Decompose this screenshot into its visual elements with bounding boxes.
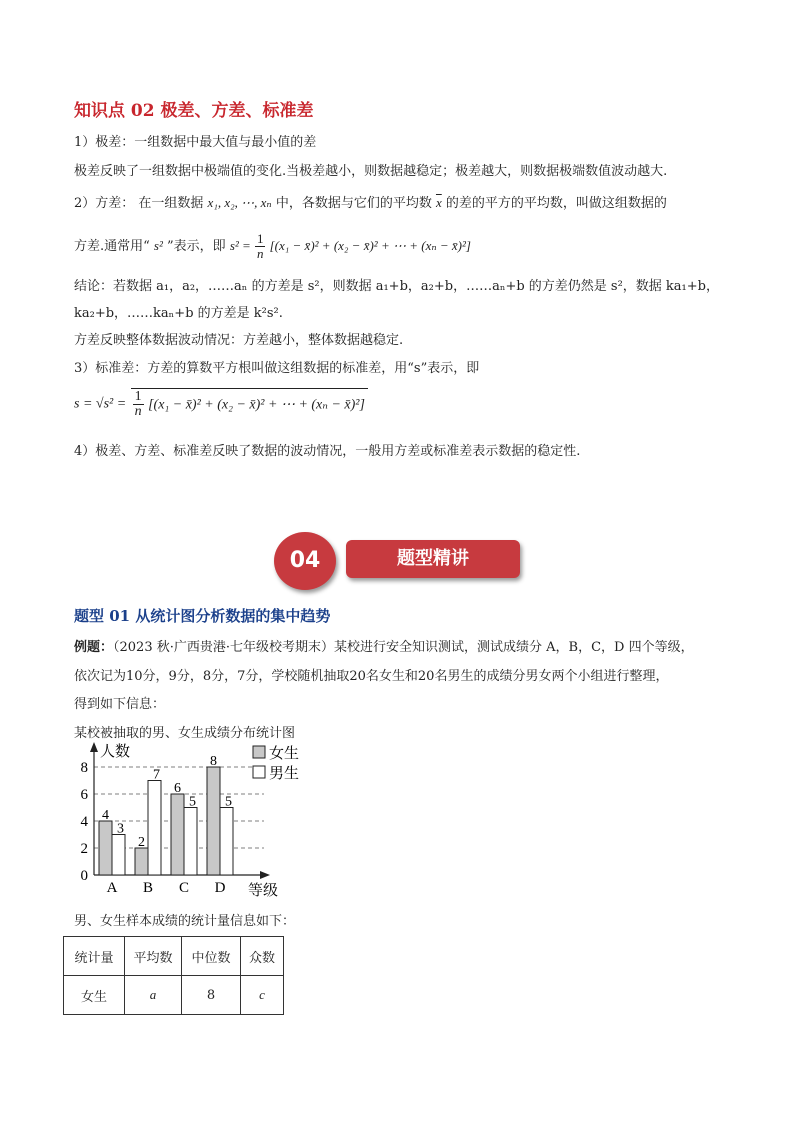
numerator: 1 [134, 389, 142, 404]
numerator: 1 [256, 231, 264, 246]
bar-male [220, 808, 233, 876]
section-title-banner: 题型精讲 [346, 540, 520, 578]
formula-lhs: s = √s² = [74, 396, 127, 412]
y-tick-label: 8 [80, 760, 88, 776]
bar-female [207, 767, 220, 875]
formula-rhs: [(x₁ − x̄)² + (x₂ − x̄)² + ⋯ + (xₙ − x̄)²] [148, 397, 365, 413]
formula-sd [74, 388, 368, 419]
row-cell: 8 [182, 976, 241, 1015]
formula-lhs: s² = [229, 238, 251, 253]
data-label: 5 [225, 794, 232, 810]
x-axis-arrow [260, 871, 270, 879]
x-tick-label: B [142, 880, 154, 896]
data-label: 6 [174, 781, 181, 796]
x-tick-label: C [178, 880, 190, 896]
math-s2: s² [153, 238, 163, 253]
section-number-badge: 04 [274, 532, 336, 590]
row-cell: c [241, 976, 284, 1015]
denominator: n [256, 246, 264, 261]
paragraph-conclusion-2: ka₂+b，……kaₙ+b 的方差是 k²s². [74, 306, 283, 321]
text: （2023 秋·广西贵港·七年级校考期末）某校进行安全知识测试，测试成绩分 A，B，C，D 四个等级， [113, 640, 694, 655]
header-cell: 中位数 [182, 937, 241, 976]
y-axis-label: 人数 [100, 744, 131, 760]
bar-female [135, 848, 148, 875]
math-xbar: $\overline{x}$ [435, 195, 442, 210]
formula-rhs: [(x₁ − x̄)² + (x₂ − x̄)² + ⋯ + (xₙ − x̄)²] [269, 238, 471, 253]
y-tick-label: 0 [80, 868, 88, 884]
denominator: n [134, 404, 142, 419]
row-cell: 女生 [64, 976, 125, 1015]
legend-swatch [253, 766, 265, 778]
y-axis-arrow [90, 742, 98, 752]
paragraph-variance-formula [74, 232, 471, 261]
example-label: 例题： [74, 640, 114, 655]
header-cell: 平均数 [125, 937, 182, 976]
paragraph-variance-meaning: 方差反映整体数据波动情况：方差越小，整体数据越稳定. [74, 333, 404, 348]
x-tick-label: A [106, 880, 118, 896]
paragraph-range-desc: 极差反映了一组数据中极端值的变化.当极差越小，则数据越稳定；极差越大，则数据极端数值波动越大. [74, 164, 668, 179]
bar-male [148, 781, 161, 876]
bar-male [184, 808, 197, 876]
bar-female [171, 794, 184, 875]
stats-table [63, 936, 284, 1015]
table-intro: 男、女生样本成绩的统计量信息如下： [74, 914, 296, 929]
bar-chart [70, 740, 310, 900]
fraction [255, 232, 266, 261]
header-cell: 众数 [241, 937, 284, 976]
text: ”表示，即 [167, 239, 226, 254]
paragraph-range-def: 1）极差：一组数据中最大值与最小值的差 [74, 135, 317, 150]
legend-label: 男生 [269, 766, 300, 782]
data-label: 3 [117, 821, 124, 837]
row-cell: a [125, 976, 182, 1015]
header-cell: 统计量 [64, 937, 125, 976]
table-header-row [64, 937, 284, 976]
data-label: 4 [102, 808, 109, 823]
text: 的差的平方的平均数，叫做这组数据的 [445, 196, 667, 211]
paragraph-conclusion: 结论：若数据 a₁，a₂，……aₙ 的方差是 s²，则数据 a₁+b，a₂+b，……aₙ+b 的方差仍然是 s²，数据 ka₁+b， [74, 279, 719, 294]
data-label: 5 [189, 794, 196, 810]
data-label: 2 [138, 835, 145, 850]
question-type-heading: 题型 01 从统计图分析数据的集中趋势 [74, 607, 331, 625]
paragraph-summary: 4）极差、方差、标准差反映了数据的波动情况，一般用方差或标准差表示数据的稳定性. [74, 444, 581, 459]
example-line-1 [74, 636, 694, 655]
bar-male [112, 835, 125, 876]
table-row [64, 976, 284, 1015]
bar-female [99, 821, 112, 875]
text: 中，各数据与它们的平均数 [275, 196, 432, 211]
example-line-3: 得到如下信息： [74, 697, 166, 712]
data-label: 8 [210, 754, 217, 769]
paragraph-variance-def [74, 192, 667, 211]
legend-swatch [253, 746, 265, 758]
chart-caption: 某校被抽取的男、女生成绩分布统计图 [74, 726, 296, 741]
section-heading: 知识点 02 极差、方差、标准差 [74, 101, 314, 121]
x-tick-label: D [214, 880, 226, 896]
data-label: 7 [153, 767, 160, 783]
x-axis-label: 等级 [248, 883, 279, 899]
math-vars: x₁, x₂, ⋯, xₙ [207, 195, 272, 210]
y-tick-label: 2 [80, 841, 88, 857]
text: 2）方差： 在一组数据 [74, 196, 204, 211]
y-tick-label: 6 [80, 787, 88, 803]
sqrt-radicand [131, 388, 368, 419]
example-line-2: 依次记为10分，9分，8分，7分，学校随机抽取20名女生和20名男生的成绩分男女两个小组进行整理， [74, 669, 669, 684]
paragraph-sd-def: 3）标准差：方差的算数平方根叫做这组数据的标准差，用“s”表示，即 [74, 361, 480, 376]
text: 方差.通常用“ [74, 239, 150, 254]
y-tick-label: 4 [80, 814, 88, 830]
legend-label: 女生 [269, 746, 300, 762]
fraction [133, 390, 144, 419]
